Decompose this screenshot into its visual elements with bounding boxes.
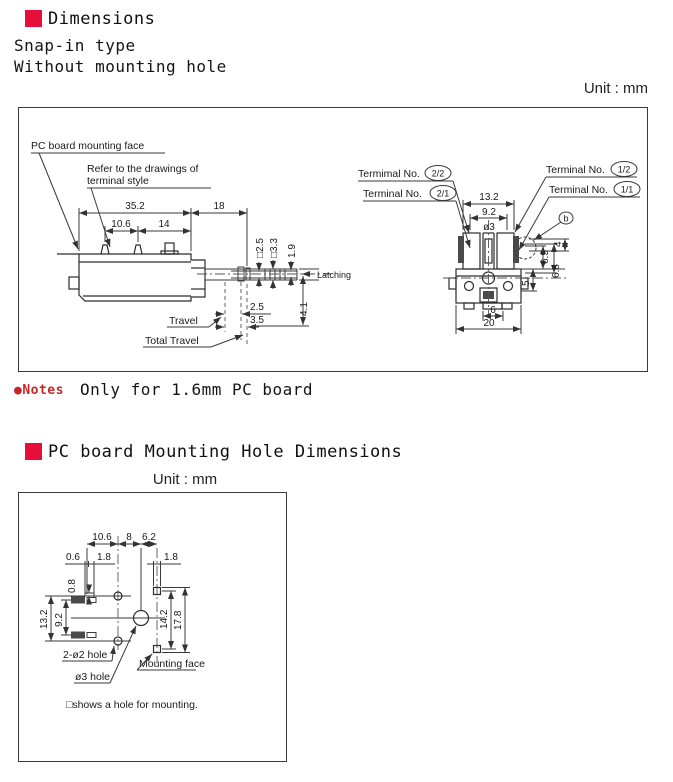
subtitle-mounting: Without mounting hole xyxy=(14,57,227,76)
dim-4-value: 4 xyxy=(553,241,564,247)
terminal-1-1-number: 1/1 xyxy=(620,184,634,195)
dim-35-2 xyxy=(79,208,247,266)
dim-8-value: 8 xyxy=(126,532,132,543)
section1-marker xyxy=(25,10,42,27)
dim-1-9-value: 1.9 xyxy=(287,244,298,258)
dim-20-value: 20 xyxy=(483,318,495,329)
dim-35-2-value: 35.2 xyxy=(125,201,145,212)
dim-9-2-value: 9.2 xyxy=(482,207,496,218)
terminal-clip-left xyxy=(458,236,464,263)
dim-10-6-value: 10.6 xyxy=(111,219,131,230)
terminal-1-2-label: Terminal No. xyxy=(546,164,605,176)
detail-b-leader xyxy=(534,222,561,240)
terminal-2-2-number: 2/2 xyxy=(431,168,445,179)
dim-2-5-value: 2.5 xyxy=(250,302,264,313)
mounting-face-label: Mounting face xyxy=(139,658,205,670)
holes-and-pads xyxy=(71,588,161,653)
terminal-2-1-label: Terminal No. xyxy=(363,188,422,200)
dim-14-value: 14 xyxy=(158,219,170,230)
detail-b-label: b xyxy=(563,213,569,224)
terminal-2-1-number: 2/1 xyxy=(436,188,450,199)
notes-text: Only for 1.6mm PC board xyxy=(80,380,314,399)
callout-refer-leader xyxy=(87,188,211,247)
terminal-1-1-label: Terminal No. xyxy=(549,184,608,196)
section2-marker xyxy=(25,443,42,460)
terminal-2-2-label: Termimal No. xyxy=(358,168,420,180)
callout-refer-line1: Refer to the drawings of xyxy=(87,163,199,175)
switch-body-outline xyxy=(57,243,205,301)
section2-title: PC board Mounting Hole Dimensions xyxy=(48,442,403,462)
hole-o3-label: ø3 hole xyxy=(75,671,111,683)
latching-label: Latching xyxy=(317,270,352,280)
dim-1-8b-value: 1.8 xyxy=(164,552,178,563)
dim-6-8-value: 6.8 xyxy=(551,264,562,278)
front-view xyxy=(358,162,640,335)
unit-label-2: Unit : mm xyxy=(152,471,218,488)
mounting-hole-footnote: □shows a hole for mounting. xyxy=(66,699,198,711)
mounting-hole-drawing xyxy=(19,493,286,761)
second-dim-row xyxy=(65,561,181,597)
dim-3-5-value: 3.5 xyxy=(250,315,264,326)
dim-10-6-value: 10.6 xyxy=(92,532,112,543)
subtitle-type: Snap-in type xyxy=(14,36,136,55)
dimensions-drawing xyxy=(19,108,647,371)
dim-14-2-value: 14.2 xyxy=(159,609,170,629)
terminal-2-1-leader xyxy=(363,201,470,248)
notes-label: ●Notes xyxy=(14,383,64,398)
section1-title: Dimensions xyxy=(48,9,156,29)
dim-6-2-value: 6.2 xyxy=(142,532,156,543)
dimensions-drawing-box xyxy=(18,107,648,372)
callout-pc-board-label: PC board mounting face xyxy=(31,140,145,152)
dim-5-value: 5 xyxy=(521,280,532,286)
dim-9-2-value: 9.2 xyxy=(54,613,65,627)
dim-1-8a-value: 1.8 xyxy=(97,552,111,563)
dim-13-2-value: 13.2 xyxy=(479,192,499,203)
mounting-hole-drawing-box xyxy=(18,492,287,762)
dim-4-1-value: 4.1 xyxy=(299,302,310,316)
dim-6-value: 6 xyxy=(490,305,496,316)
dim-sq3-3-value: □3.3 xyxy=(269,238,280,258)
unit-label-1: Unit : mm xyxy=(583,80,648,97)
terminal-1-1-leader xyxy=(519,197,640,250)
dim-17-8-value: 17.8 xyxy=(173,610,184,630)
terminal-1-2-number: 1/2 xyxy=(617,164,631,175)
side-view xyxy=(31,140,351,347)
travel-label: Travel xyxy=(169,315,198,327)
dim-sq2-5-value: □2.5 xyxy=(255,238,266,258)
total-travel-label: Total Travel xyxy=(145,335,199,347)
dim-0-6-value: 0.6 xyxy=(66,552,80,563)
dim-18-value: 18 xyxy=(213,201,225,212)
callout-refer-line2: terminal style xyxy=(87,175,149,187)
dim-6-5-value: 6.5 xyxy=(540,250,551,264)
dim-0-8-value: 0.8 xyxy=(67,579,78,593)
hole-2o2-label: 2-ø2 hole xyxy=(63,649,108,661)
dim-13-2-value: 13.2 xyxy=(39,609,50,629)
dim-o3-value: ø3 xyxy=(483,222,495,233)
